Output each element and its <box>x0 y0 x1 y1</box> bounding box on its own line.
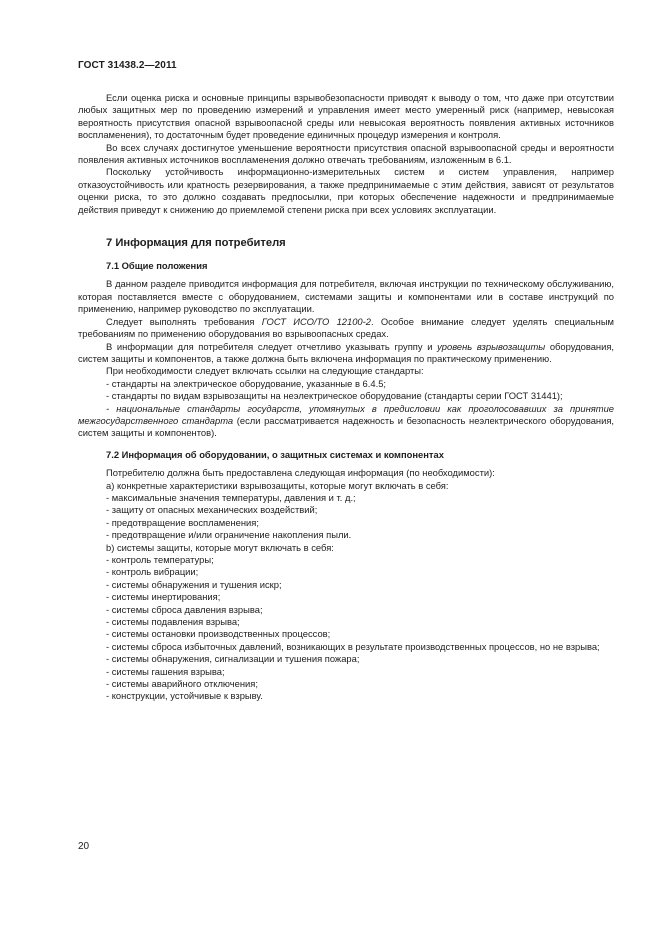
paragraph: Во всех случаях достигнутое уменьшение вероятности присутствия опасной взрывоопасной среды и вероятности появления активных источников воспламенения должно отвечать требованиям, изложенным в 6.1. <box>78 141 614 166</box>
list-item: - конструкции, устойчивые к взрыву. <box>106 690 263 702</box>
paragraph: Потребителю должна быть предоставлена следующая информация (по необходимости): <box>106 467 495 479</box>
list-item: - национальные стандарты государств, упомянутых в предисловии как проголосовавших за принятие межгосударственного стандарта (если рассматривается надежность и безопасность неэлектрического оборудования, систем защиты и компонентов). <box>78 402 615 439</box>
list-item: a) конкретные характеристики взрывозащиты, которые могут включать в себя: <box>106 479 449 491</box>
standard-reference: ГОСТ ИСО/ТО 12100-2 <box>261 315 371 327</box>
term-emphasis: уровень взрывозащиты <box>437 340 546 352</box>
section-heading: 7 Информация для потребителя <box>106 237 286 250</box>
list-item: - контроль вибрации; <box>106 566 199 578</box>
page-number: 20 <box>78 841 90 852</box>
document-body <box>78 92 614 703</box>
list-item: - системы сброса давления взрыва; <box>106 603 263 615</box>
paragraph: В данном разделе приводится информация для потребителя, включая инструкции по техническому обслуживанию, которая поставляется вместе с оборудованием, системами защиты и компонентами или в составе инструкций по применению, например руководство по эксплуатации. <box>78 278 614 315</box>
list-item: - предотвращение и/или ограничение накопления пыли. <box>106 529 352 541</box>
list-item: - системы обнаружения и тушения искр; <box>106 578 282 590</box>
paragraph: Если оценка риска и основные принципы взрывобезопасности приводят к выводу о том, что даже при отсутствии любых защитных мер по проведению измерений и управления имеет место умеренный риск (например, невысокая вероятность присутствия опасной взрывоопасной среды или невысокая вероятность появления активных источников воспламенения), то достаточным будет проведение единичных процедур измерения и контроля. <box>78 92 614 141</box>
subsection-heading: 7.2 Информация об оборудовании, о защитных системах и компонентах <box>106 448 444 460</box>
document-header: ГОСТ 31438.2—2011 <box>78 60 177 71</box>
list-item: - защиту от опасных механических воздействий; <box>106 504 318 516</box>
list-item: - системы гашения взрыва; <box>106 665 225 677</box>
list-item: - системы инертирования; <box>106 591 221 603</box>
list-item: b) системы защиты, которые могут включать в себя: <box>106 541 334 553</box>
subsection-heading: 7.1 Общие положения <box>106 260 208 272</box>
paragraph: В информации для потребителя следует отчетливо указывать группу и уровень взрывозащиты оборудования, систем защиты и компонентов, а также должна быть включена информация по практическому применению. <box>78 340 614 364</box>
list-item: - системы сброса избыточных давлений, возникающих в результате производственных процессов, но не взрыва; <box>106 640 600 652</box>
list-item: - системы остановки производственных процессов; <box>106 628 331 640</box>
list-item: - стандарты по видам взрывозащиты на неэлектрическое оборудование (стандарты серии ГОСТ 31441); <box>106 390 563 402</box>
paragraph: Поскольку устойчивость информационно-измерительных систем и систем управления, например отказоустойчивость или кратность резервирования, а также предпринимаемые с этим действия, зависят от результатов оценки риска, то это должно создавать предпосылки, при которых обеспечение надежности и предпринимаемые действия приведут к снижению до приемлемой степени риска при всех условиях эксплуатации. <box>78 166 614 215</box>
paragraph: Следует выполнять требования ГОСТ ИСО/ТО 12100-2. Особое внимание следует уделять специальным требованиям по применению оборудования во взрывоопасных средах. <box>78 315 615 340</box>
list-item: - системы аварийного отключения; <box>106 678 258 690</box>
list-item: - системы обнаружения, сигнализации и тушения пожара; <box>106 653 360 665</box>
list-item: - системы подавления взрыва; <box>106 616 240 628</box>
list-item: - предотвращение воспламенения; <box>106 516 259 528</box>
paragraph: При необходимости следует включать ссылки на следующие стандарты: <box>106 365 424 377</box>
list-item: - контроль температуры; <box>106 554 214 565</box>
list-item: - максимальные значения температуры, давления и т. д.; <box>106 491 356 503</box>
list-item: - стандарты на электрическое оборудование, указанные в 6.4.5; <box>106 377 387 389</box>
